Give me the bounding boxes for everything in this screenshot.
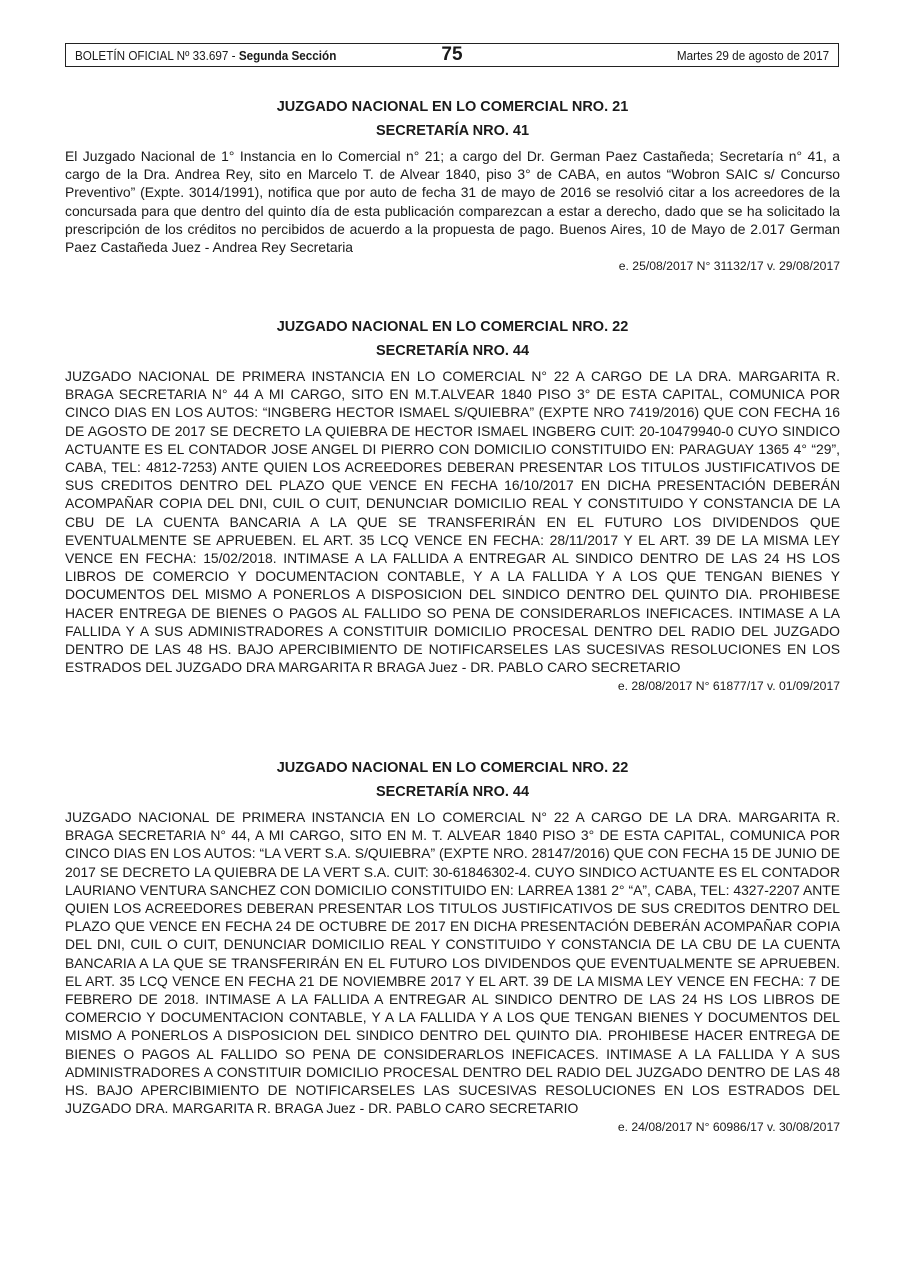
court-title: JUZGADO NACIONAL EN LO COMERCIAL NRO. 22	[276, 760, 629, 776]
header-separator: -	[228, 48, 239, 63]
edict-reference: e. 24/08/2017 N° 60986/17 v. 30/08/2017	[617, 1120, 840, 1135]
court-title: JUZGADO NACIONAL EN LO COMERCIAL NRO. 22	[276, 319, 629, 335]
page-header	[65, 43, 839, 67]
edict-reference: e. 28/08/2017 N° 61877/17 v. 01/09/2017	[617, 679, 840, 694]
edict-1	[65, 95, 840, 275]
edict-body: JUZGADO NACIONAL DE PRIMERA INSTANCIA EN LO COMERCIAL N° 22 A CARGO DE LA DRA. MARGARITA R. BRAGA SECRETARIA N° 44 A MI CARGO, SITO EN M.T.ALVEAR 1840 PISO 3° DE ESTA CAPITAL, COMUNICA POR CINCO DIAS EN LOS AUTOS: “INGBERG HECTOR ISMAEL S/QUIEBRA” (EXPTE NRO 7419/2016) QUE CON FECHA 16 DE AGOSTO DE 2017 SE DECRETO LA QUIEBRA DE HECTOR ISMAEL INGBERG CUIT: 20-10479940-0 CUYO SINDICO ACTUANTE ES EL CONTADOR JOSE ANGEL DI PIERRO CON DOMICILIO CONSTITUIDO EN: PARAGUAY 1365 4° “29”, CABA, TEL: 4812-7253) ANTE QUIEN LOS ACREEDORES DEBERAN PRESENTAR LOS TITULOS JUSTIFICATIVOS DE SUS CREDITOS DENTRO DEL PLAZO QUE VENCE EN FECHA 16/10/2017 EN DICHA PRESENTACIÓN DEBERÁN ACOMPAÑAR COPIA DEL DNI, CUIL O CUIT, DENUNCIAR DOMICILIO REAL Y CONSTITUIDO Y CONSTANCIA DE LA CBU DE LA CUENTA BANCARIA A LA QUE SE TRANSFERIRÁN EN EL FUTURO LOS DIVIDENDOS QUE EVENTUALMENTE SE APRUEBEN. EL ART. 35 LCQ VENCE EN FECHA: 28/11/2017 Y EL ART. 39 DE LA MISMA LEY VENCE EN FECHA: 15/02/2018. INTIMASE A LA FALLIDA A ENTREGAR AL SINDICO DENTRO DE LAS 24 HS LOS LIBROS DE COMERCIO Y DOCUMENTACION CONTABLE, Y A LA FALLIDA Y A LOS QUE TENGAN BIENES Y DOCUMENTOS DEL MISMO A PONERLOS A DISPOSICION DEL SINDICO DENTRO DEL QUINTO DIA. PROHIBESE HACER ENTREGA DE BIENES O PAGOS AL FALLIDO SO PENA DE CONSIDERARLOS INEFICACES. INTIMASE A LA FALLIDA Y A SUS ADMINISTRADORES A CONSTITUIR DOMICILIO PROCESAL DENTRO DEL RADIO DEL JUZGADO DENTRO DE LAS 48 HS. BAJO APERCIBIMIENTO DE NOTIFICARSELES LAS SUCESIVAS RESOLUCIONES EN LOS ESTRADOS DEL JUZGADO DRA MARGARITA R BRAGA Juez - DR. PABLO CARO SECRETARIO	[65, 368, 840, 676]
edict-reference: e. 25/08/2017 N° 31132/17 v. 29/08/2017	[618, 259, 840, 274]
edict-2	[65, 315, 840, 695]
publication-date: Martes 29 de agosto de 2017	[676, 48, 829, 63]
secretary-title: SECRETARÍA NRO. 44	[375, 784, 530, 800]
secretary-title: SECRETARÍA NRO. 41	[375, 123, 530, 139]
section-name: Segunda Sección	[238, 48, 337, 63]
publication-number: BOLETÍN OFICIAL Nº 33.697	[75, 48, 229, 63]
edict-body: El Juzgado Nacional de 1° Instancia en lo Comercial n° 21; a cargo del Dr. German Paez Castañeda; Secretaría n° 41, a cargo de la Dra. Andrea Rey, sito en Marcelo T. de Alvear 1840, piso 3° de CABA, en autos “Wobron SAIC s/ Concurso Preventivo” (Expte. 3014/1991), notifica que por auto de fecha 31 de mayo de 2016 se resolvió citar a los acreedores de la concursada para que dentro del quinto día de esta publicación comparezcan a estar a derecho, dado que se ha solicitado la prescripción de los créditos no percibidos de acuerdo a la propuesta de pago. Buenos Aires, 10 de Mayo de 2.017 German Paez Castañeda Juez - Andrea Rey Secretaria	[65, 148, 840, 256]
court-title: JUZGADO NACIONAL EN LO COMERCIAL NRO. 21	[276, 99, 629, 115]
edict-body: JUZGADO NACIONAL DE PRIMERA INSTANCIA EN LO COMERCIAL N° 22 A CARGO DE LA DRA. MARGARITA R. BRAGA SECRETARIA N° 44, A MI CARGO, SITO EN M. T. ALVEAR 1840 PISO 3° DE ESTA CAPITAL, COMUNICA POR CINCO DIAS EN LOS AUTOS: “LA VERT S.A. S/QUIEBRA” (EXPTE NRO. 28147/2016) QUE CON FECHA 15 DE JUNIO DE 2017 SE DECRETO LA QUIEBRA DE LA VERT S.A. CUIT: 30-61846302-4. CUYO SINDICO ACTUANTE ES EL CONTADOR LAURIANO VENTURA SANCHEZ CON DOMICILIO CONSTITUIDO EN: LARREA 1381 2° “A”, CABA, TEL: 4327-2207 ANTE QUIEN LOS ACREEDORES DEBERAN PRESENTAR LOS TITULOS JUSTIFICATIVOS DE SUS CREDITOS DENTRO DEL PLAZO QUE VENCE EN FECHA 24 DE OCTUBRE DE 2017 EN DICHA PRESENTACIÓN DEBERÁN ACOMPAÑAR COPIA DEL DNI, CUIL O CUIT, DENUNCIAR DOMICILIO REAL Y CONSTITUIDO Y CONSTANCIA DE LA CBU DE LA CUENTA BANCARIA A LA QUE SE TRANSFERIRÁN EN EL FUTURO LOS DIVIDENDOS QUE EVENTUALMENTE SE APRUEBEN. EL ART. 35 LCQ VENCE EN FECHA 21 DE NOVIEMBRE 2017 Y EL ART. 39 DE LA MISMA LEY VENCE EN FECHA: 7 DE FEBRERO DE 2018. INTIMASE A LA FALLIDA A ENTREGAR AL SINDICO DENTRO DE LAS 24 HS LOS LIBROS DE COMERCIO Y DOCUMENTACION CONTABLE, Y A LA FALLIDA Y A LOS QUE TENGAN BIENES Y DOCUMENTOS DEL MISMO A PONERLOS A DISPOSICION DEL SINDICO DENTRO DEL QUINTO DIA. PROHIBESE HACER ENTREGA DE BIENES O PAGOS AL FALLIDO SO PENA DE CONSIDERARLOS INEFICACES. INTIMASE A LA FALLIDA Y A SUS ADMINISTRADORES A CONSTITUIR DOMICILIO PROCESAL DENTRO DEL RADIO DEL JUZGADO DENTRO DE LAS 48 HS. BAJO APERCIBIMIENTO DE NOTIFICARSELES LAS SUCESIVAS RESOLUCIONES EN LOS ESTRADOS DEL JUZGADO DRA. MARGARITA R. BRAGA Juez - DR. PABLO CARO SECRETARIO	[65, 809, 840, 1117]
page-number: 75	[441, 44, 463, 65]
secretary-title: SECRETARÍA NRO. 44	[375, 343, 530, 359]
edict-3	[65, 756, 840, 1136]
